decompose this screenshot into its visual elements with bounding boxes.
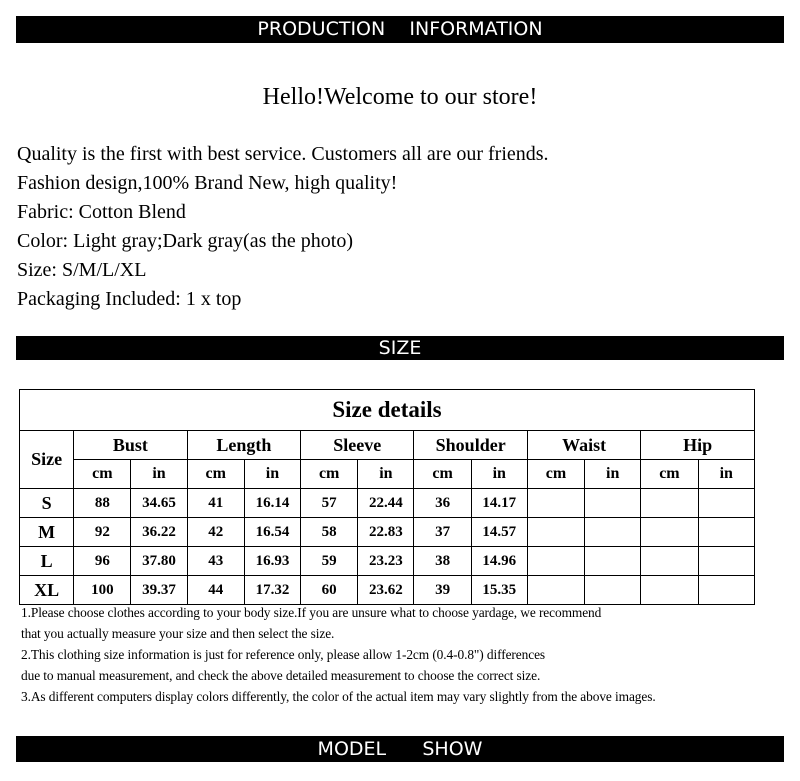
- measurement-cell: 16.54: [244, 518, 300, 547]
- unit-header: cm: [641, 460, 698, 489]
- info-line: Packaging Included: 1 x top: [17, 288, 242, 310]
- measurement-cell: 38: [414, 547, 471, 576]
- measurement-cell: [641, 518, 698, 547]
- measurement-cell: 41: [187, 489, 244, 518]
- measurement-cell: 58: [301, 518, 358, 547]
- note-line: that you actually measure your size and then select the size.: [21, 626, 335, 641]
- measurement-cell: 22.44: [358, 489, 414, 518]
- measurement-cell: 59: [301, 547, 358, 576]
- measurement-cell: 23.62: [358, 576, 414, 605]
- note-line: 3.As different computers display colors differently, the color of the actual item may vary slightly from the above images.: [21, 689, 656, 704]
- measurement-cell: [641, 576, 698, 605]
- measurement-cell: 88: [74, 489, 131, 518]
- measurement-cell: 44: [187, 576, 244, 605]
- production-information-bar: PRODUCTION INFORMATION: [16, 16, 784, 43]
- unit-header: cm: [301, 460, 358, 489]
- table-row: [20, 518, 755, 547]
- measurement-cell: 16.14: [244, 489, 300, 518]
- measurement-cell: 36: [414, 489, 471, 518]
- unit-header: cm: [414, 460, 471, 489]
- size-label-cell: M: [20, 518, 74, 547]
- measurement-cell: 39: [414, 576, 471, 605]
- measurement-cell: [641, 547, 698, 576]
- unit-header: cm: [527, 460, 584, 489]
- table-row: [20, 547, 755, 576]
- measurement-cell: 14.57: [471, 518, 527, 547]
- measurement-cell: [527, 576, 584, 605]
- measurement-cell: 100: [74, 576, 131, 605]
- measurement-cell: [698, 518, 754, 547]
- measurement-cell: 36.22: [131, 518, 187, 547]
- table-caption: Size details: [20, 390, 755, 431]
- measurement-cell: [527, 489, 584, 518]
- size-label-cell: S: [20, 489, 74, 518]
- size-column-header: Size: [20, 431, 74, 489]
- measurement-cell: [585, 489, 641, 518]
- measurement-cell: [585, 518, 641, 547]
- size-notes: [21, 602, 656, 707]
- unit-header: in: [244, 460, 300, 489]
- measurement-cell: 39.37: [131, 576, 187, 605]
- measurement-cell: 23.23: [358, 547, 414, 576]
- group-header-bust: Bust: [74, 431, 187, 460]
- unit-header: cm: [74, 460, 131, 489]
- table-row: [20, 576, 755, 605]
- measurement-cell: 96: [74, 547, 131, 576]
- measurement-cell: 16.93: [244, 547, 300, 576]
- measurement-cell: 92: [74, 518, 131, 547]
- info-line: Quality is the first with best service. Customers all are our friends.: [17, 143, 549, 165]
- measurement-cell: 57: [301, 489, 358, 518]
- measurement-cell: 43: [187, 547, 244, 576]
- measurement-cell: [585, 576, 641, 605]
- model-show-bar: MODEL SHOW: [16, 736, 784, 762]
- measurement-cell: [641, 489, 698, 518]
- info-line: Fabric: Cotton Blend: [17, 201, 186, 223]
- group-header-hip: Hip: [641, 431, 755, 460]
- group-header-waist: Waist: [527, 431, 640, 460]
- size-table-body: [20, 489, 755, 605]
- measurement-cell: 22.83: [358, 518, 414, 547]
- unit-header: in: [698, 460, 754, 489]
- unit-header: in: [131, 460, 187, 489]
- info-line: Color: Light gray;Dark gray(as the photo): [17, 230, 354, 252]
- note-line: 1.Please choose clothes according to your body size.If you are unsure what to choose yardage, we recommend: [21, 605, 602, 620]
- size-bar: SIZE: [16, 336, 784, 360]
- table-row: [20, 489, 755, 518]
- measurement-cell: 14.17: [471, 489, 527, 518]
- measurement-cell: 37.80: [131, 547, 187, 576]
- measurement-cell: [698, 547, 754, 576]
- measurement-cell: [527, 547, 584, 576]
- unit-header: in: [358, 460, 414, 489]
- unit-header: in: [471, 460, 527, 489]
- measurement-cell: 42: [187, 518, 244, 547]
- measurement-cell: 14.96: [471, 547, 527, 576]
- measurement-cell: 34.65: [131, 489, 187, 518]
- note-line: 2.This clothing size information is just for reference only, please allow 1-2cm (0.4-0.8") differences: [21, 647, 546, 662]
- info-line: Fashion design,100% Brand New, high quality!: [17, 172, 398, 194]
- size-label-cell: L: [20, 547, 74, 576]
- measurement-cell: 17.32: [244, 576, 300, 605]
- welcome-heading: Hello!Welcome to our store!: [262, 84, 538, 110]
- measurement-cell: [698, 576, 754, 605]
- measurement-cell: 60: [301, 576, 358, 605]
- group-header-shoulder: Shoulder: [414, 431, 527, 460]
- size-details-table: [19, 389, 755, 605]
- unit-header: cm: [187, 460, 244, 489]
- measurement-cell: [698, 489, 754, 518]
- info-line: Size: S/M/L/XL: [17, 259, 147, 281]
- product-info: [17, 140, 549, 314]
- measurement-cell: [585, 547, 641, 576]
- measurement-cell: [527, 518, 584, 547]
- measurement-cell: 37: [414, 518, 471, 547]
- measurement-cell: 15.35: [471, 576, 527, 605]
- group-header-sleeve: Sleeve: [301, 431, 414, 460]
- group-header-length: Length: [187, 431, 300, 460]
- note-line: due to manual measurement, and check the above detailed measurement to choose the correct size.: [21, 668, 541, 683]
- size-table-wrap: [19, 389, 755, 600]
- size-label-cell: XL: [20, 576, 74, 605]
- unit-header: in: [585, 460, 641, 489]
